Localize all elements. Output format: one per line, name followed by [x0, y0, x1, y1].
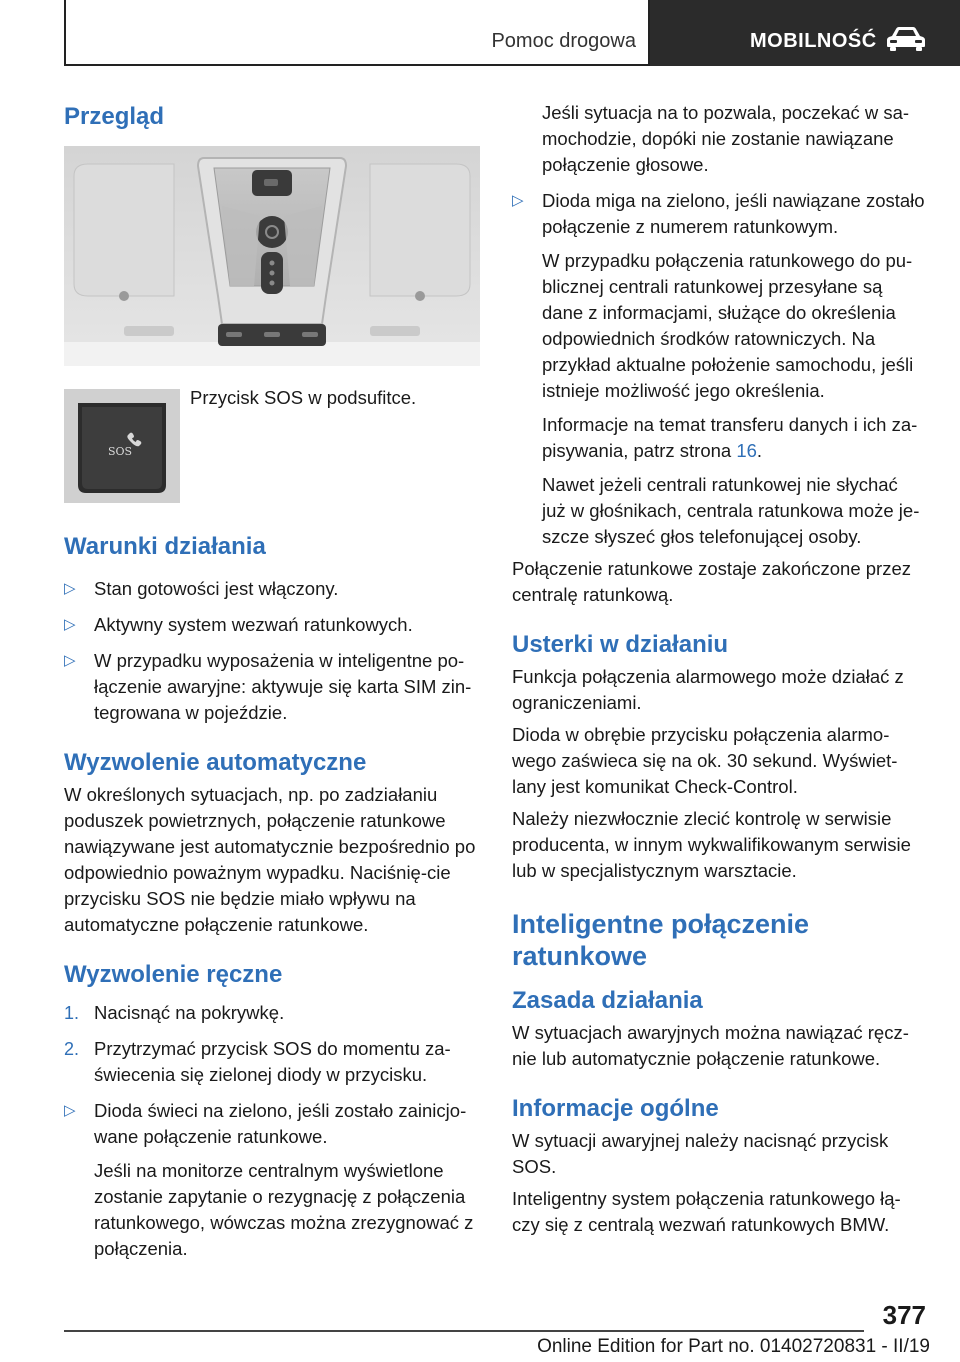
- list-item: ▷ Aktywny system wezwań ratunkowych.: [64, 612, 478, 638]
- triangle-bullet-icon: ▷: [64, 616, 76, 633]
- overhead-console-image: [64, 146, 480, 366]
- sos-button-image: [64, 389, 180, 503]
- page-number: 377: [882, 1300, 926, 1330]
- paragraph: Należy niezwłocznie zlecić kontrolę w serwisie producenta, w innym wykwalifikowanym serwisie lub w specjalistycznym warsztacie.: [512, 808, 911, 881]
- paragraph: Inteligentny system połączenia ratunkowego łą‐czy się z centralą wezwań ratunkowych BMW.: [512, 1188, 901, 1235]
- list-item: ▷ Stan gotowości jest włączony.: [64, 576, 478, 602]
- heading-warunki: Warunki działania: [64, 533, 266, 560]
- sub-paragraph: W przypadku połączenia ratunkowego do pu‐blicznej centrali ratunkowej przesyłane są dane z informacjami, służące do określenia odpowiednich środków ratowniczych. Na przykład aktualne położenie samochodu, jeśli istnieje możliwość jego określenia.: [542, 250, 914, 401]
- paragraph-auto: W określonych sytuacjach, np. po zadziałaniu poduszek powietrznych, połączenie ratunkowe nawiązywane jest automatycznie bezpośrednio po odpowiednio poważnym wypadku. Naciśnię‐cie przycisku SOS nie będzie miało wpływu na automatyczne połączenie ratunkowe.: [64, 784, 476, 935]
- heading-informacje: Informacje ogólne: [512, 1095, 719, 1122]
- paragraph: Dioda w obrębie przycisku połączenia alarmo‐wego zaświeca się na ok. 30 sekund. Wyświet‐lany jest komunikat Check-Control.: [512, 724, 898, 797]
- figure-caption: Przycisk SOS w podsufitce.: [190, 387, 417, 408]
- list-item: ▷ Dioda świeci na zielono, jeśli zostało zainicjo‐wane połączenie ratunkowe.: [64, 1100, 467, 1147]
- sos-label: SOS: [108, 445, 133, 458]
- header-chapter-tab: [650, 0, 960, 66]
- sub-paragraph: Informacje na temat transferu danych i ich za‐pisywania, patrz strona 16.: [542, 414, 918, 461]
- heading-zasada: Zasada działania: [512, 987, 703, 1014]
- step-item: 2. Przytrzymać przycisk SOS do momentu za‐świecenia się zielonej diody w przycisku.: [64, 1038, 451, 1085]
- footer-divider: [64, 1330, 864, 1332]
- list-item: ▷ Dioda miga na zielono, jeśli nawiązane zostało połączenie z numerem ratunkowym.: [512, 190, 925, 237]
- sub-paragraph: Nawet jeżeli centrali ratunkowej nie słychać już w głośnikach, centrala ratunkowa może je‐szcze słyszeć głos telefonującej osoby.: [542, 474, 920, 547]
- footer-edition: Online Edition for Part no. 01402720831 - II/19: [537, 1336, 930, 1357]
- car-icon: [886, 26, 926, 52]
- page-link[interactable]: 16: [736, 440, 757, 461]
- sub-paragraph: Jeśli sytuacja na to pozwala, poczekać w sa‐mochodzie, dopóki nie zostanie nawiązane połączenie głosowe.: [542, 102, 910, 175]
- sub-paragraph: Jeśli na monitorze centralnym wyświetlone zostanie zapytanie o rezygnację z połączenia ratunkowego, wówczas można zrezygnować z połączenia.: [94, 1160, 474, 1259]
- triangle-bullet-icon: ▷: [64, 580, 76, 597]
- paragraph-end: Połączenie ratunkowe zostaje zakończone przez centralę ratunkową.: [512, 558, 912, 605]
- triangle-bullet-icon: ▷: [512, 192, 524, 209]
- paragraph: Funkcja połączenia alarmowego może działać z ograniczeniami.: [512, 666, 904, 713]
- step-item: 1. Nacisnąć na pokrywkę.: [64, 1002, 285, 1023]
- header-frame-bottom: [64, 64, 650, 66]
- heading-wyzwolenie-automatyczne: Wyzwolenie automatyczne: [64, 749, 367, 776]
- triangle-bullet-icon: ▷: [64, 1102, 76, 1119]
- heading-przeglad: Przegląd: [64, 103, 165, 130]
- header-section-title: Pomoc drogowa: [491, 30, 636, 52]
- heading-wyzwolenie-reczne: Wyzwolenie ręczne: [64, 961, 283, 988]
- heading-usterki: Usterki w działaniu: [512, 631, 729, 658]
- header-frame-left: [64, 0, 66, 66]
- triangle-bullet-icon: ▷: [64, 652, 76, 669]
- list-item: ▷ W przypadku wyposażenia w inteligentne po‐łączenie awaryjne: aktywuje się karta SIM zin‐tegrowana w pojeździe.: [64, 650, 472, 723]
- paragraph: W sytuacjach awaryjnych można nawiązać ręcz‐nie lub automatycznie połączenie ratunkowe.: [512, 1022, 909, 1069]
- header-chapter-label: MOBILNOŚĆ: [750, 30, 877, 52]
- paragraph: W sytuacji awaryjnej należy nacisnąć przycisk SOS.: [512, 1130, 889, 1177]
- heading-inteligentne: Inteligentne połączenie ratunkowe: [512, 909, 810, 971]
